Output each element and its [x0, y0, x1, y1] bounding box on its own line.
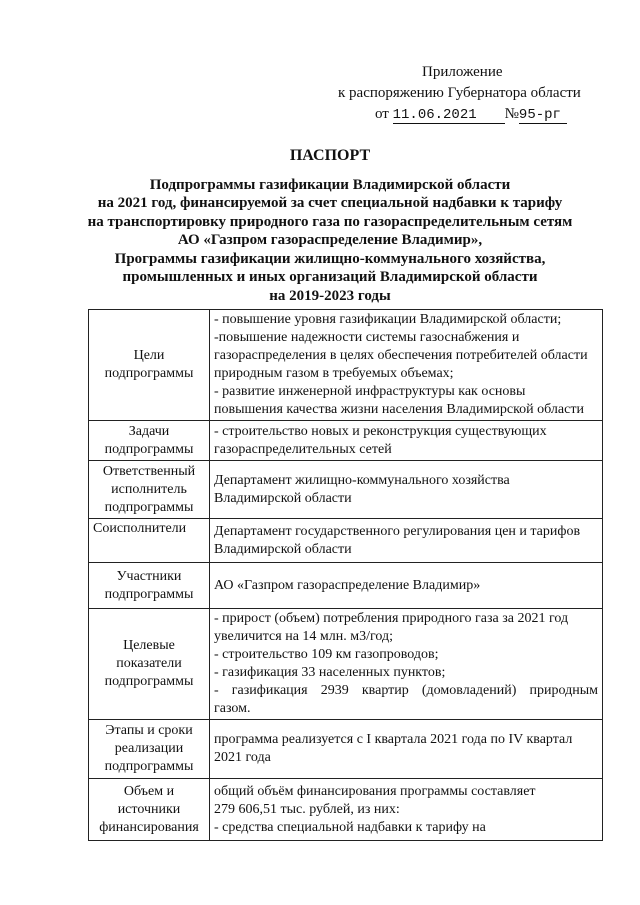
row-value: общий объём финансирования программы составляет 279 606,51 тыс. рублей, из них: - средства специальной надбавки к тарифу на — [210, 779, 603, 841]
row-label: Цели подпрограммы — [89, 310, 210, 421]
decree-number: 95-рг — [519, 107, 567, 124]
row-label: Задачи подпрограммы — [89, 421, 210, 461]
appendix-title: Приложение — [422, 64, 503, 80]
document-title — [60, 147, 600, 305]
passport-heading: ПАСПОРТ — [289, 147, 371, 164]
table-row-tasks — [89, 421, 603, 461]
row-value: - строительство новых и реконструкция существующих газораспределительных сетей — [210, 421, 603, 461]
title-line: на 2019-2023 годы — [269, 287, 391, 304]
from-label: от — [375, 106, 389, 122]
row-label: Объем и источники финансирования — [89, 779, 210, 841]
title-line: на транспортировку природного газа по газораспределительным сетям — [87, 213, 573, 230]
table-row-targets — [89, 609, 603, 720]
title-line: на 2021 год, финансируемой за счет специальной надбавки к тарифу — [97, 195, 563, 211]
title-line: промышленных и иных организаций Владимирской области — [122, 269, 538, 285]
table-row-participants — [89, 563, 603, 609]
row-value: - прирост (объем) потребления природного газа за 2021 год увеличится на 14 млн. м3/год; - строительство 109 км газопроводов; - газификация 33 населенных пунктов; - газификация 2939 квартир (домовладений) природным газом. — [210, 609, 603, 720]
row-label: Соисполнители — [89, 519, 210, 563]
table-row-co-executors — [89, 519, 603, 563]
passport-table — [88, 309, 603, 841]
table-row-responsible — [89, 461, 603, 519]
row-value: Департамент жилищно-коммунального хозяйства Владимирской области — [210, 461, 603, 519]
row-value: АО «Газпром газораспределение Владимир» — [210, 563, 603, 609]
number-sign: № — [504, 106, 519, 122]
row-value: Департамент государственного регулирования цен и тарифов Владимирской области — [210, 519, 603, 563]
title-line: АО «Газпром газораспределение Владимир», — [177, 232, 483, 248]
table-row-funding — [89, 779, 603, 841]
title-line: Подпрограммы газификации Владимирской области — [149, 176, 511, 193]
row-label: Ответственный исполнитель подпрограммы — [89, 461, 210, 519]
row-label: Этапы и сроки реализации подпрограммы — [89, 720, 210, 779]
decree-date: 11.06.2021 — [393, 107, 505, 124]
title-line: Программы газификации жилищно-коммунального хозяйства, — [114, 250, 546, 267]
row-label: Участники подпрограммы — [89, 563, 210, 609]
appendix-header — [330, 62, 610, 125]
row-value: программа реализуется с I квартала 2021 года по IV квартал 2021 года — [210, 720, 603, 779]
table-row-goals — [89, 310, 603, 421]
appendix-date-number — [330, 104, 610, 125]
appendix-reference: к распоряжению Губернатора области — [338, 85, 581, 101]
row-label: Целевые показатели подпрограммы — [89, 609, 210, 720]
row-value: - повышение уровня газификации Владимирской области; -повышение надежности системы газоснабжения и газораспределения в целях обеспечения потребителей области природным газом в требуемых объемах; - развитие инженерной инфраструктуры как основы повышения качества жизни населения Владимирской области — [210, 310, 603, 421]
table-row-stages — [89, 720, 603, 779]
